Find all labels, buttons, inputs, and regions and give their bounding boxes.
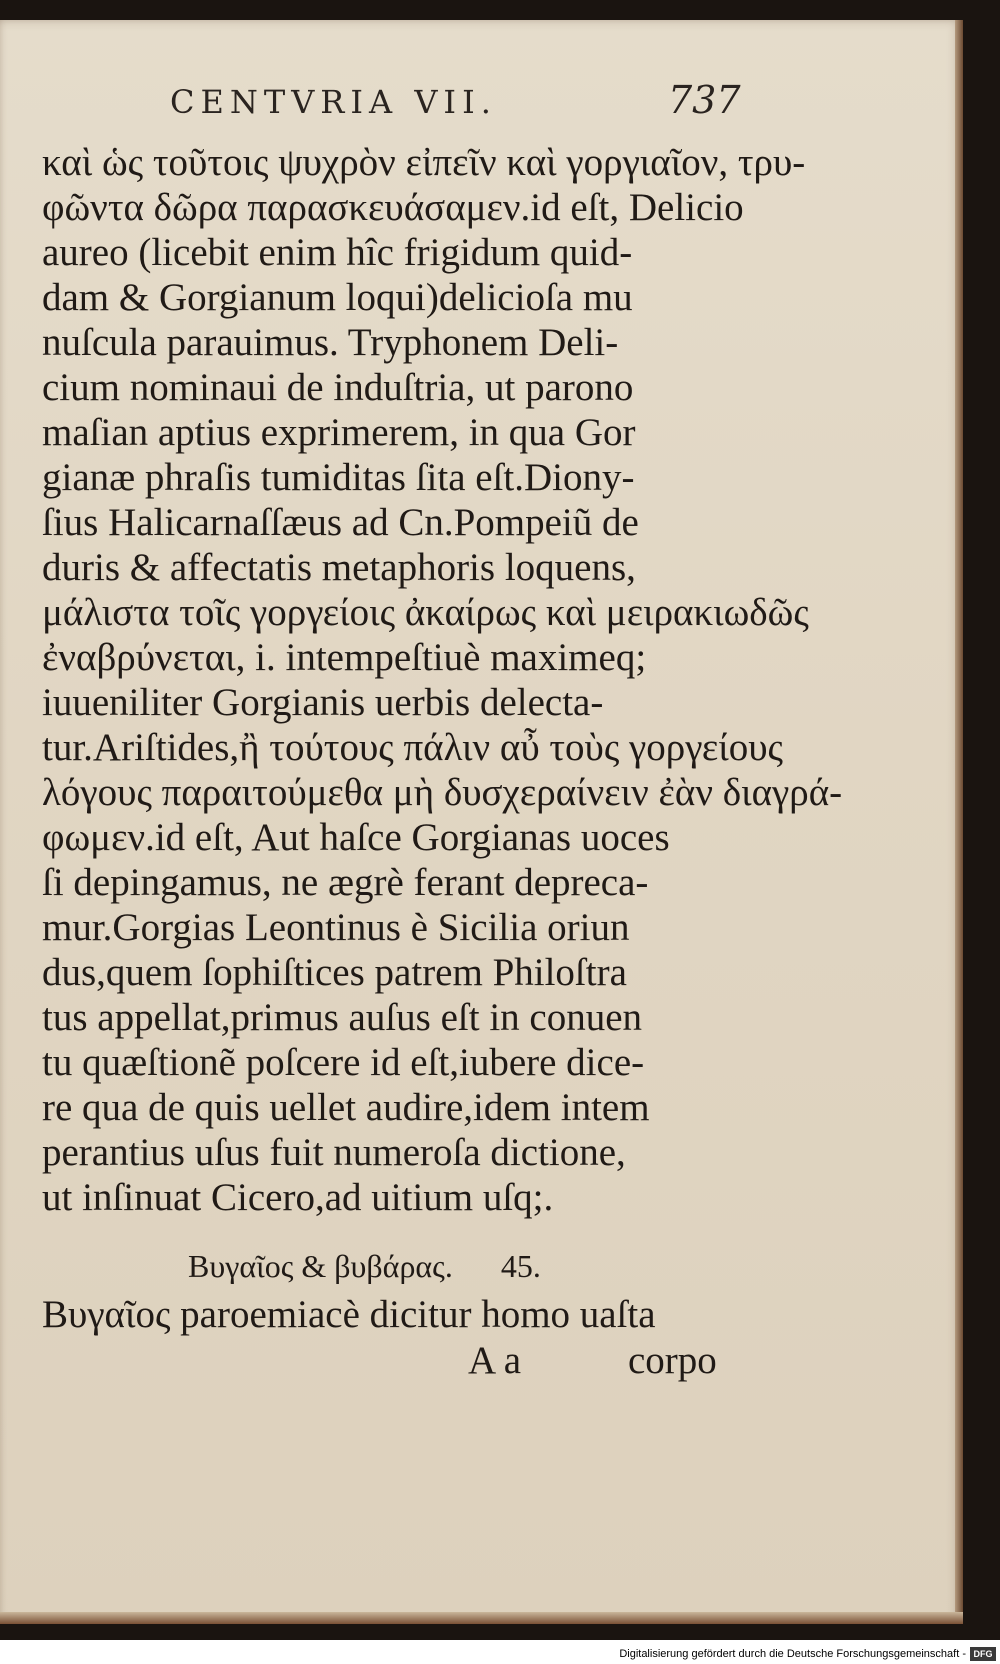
text-line: ſius Halicarnaſſæus ad Cn.Pompeiũ de — [42, 501, 639, 544]
text-line: tur.Ariſtides,ἢ τούτους πάλιν αὖ τοὺς γοργείους — [42, 726, 783, 769]
body-text — [42, 140, 843, 1220]
text-line: mur.Gorgias Leontinus è Sicilia oriun — [42, 906, 630, 949]
text-line: tu quæſtionẽ poſcere id eſt,iubere dice- — [42, 1041, 645, 1084]
adage-number: 45. — [500, 1248, 541, 1284]
text-line: aureo (licebit enim hîc frigidum quid- — [42, 231, 633, 274]
text-line: perantius uſus fuit numeroſa dictione, — [42, 1131, 626, 1174]
text-line: dam & Gorgianum loqui)delicioſa mu — [42, 276, 633, 319]
text-line: cium nominaui de induſtria, ut parono — [42, 366, 634, 409]
text-line: ſi depingamus, ne ægrè ferant depreca- — [42, 861, 649, 904]
text-line: gianæ phraſis tumiditas ſita eſt.Diony- — [42, 456, 635, 499]
catchword: corpo — [628, 1339, 717, 1382]
text-line: ἐναβρύνεται, i. intempeſtiuè maximeq; — [42, 636, 647, 679]
text-line: maſian aptius exprimerem, in qua Gor — [42, 411, 636, 454]
text-line: iuueniliter Gorgianis uerbis delecta- — [42, 681, 604, 724]
adage-heading — [188, 1248, 541, 1285]
text-line: λόγους παραιτούμεθα μὴ δυσχεραίνειν ἐὰν διαγρά- — [42, 771, 843, 814]
text-line-last: Βυγαῖος paroemiacè dicitur homo uaſta — [42, 1293, 656, 1336]
signature-mark: A a — [468, 1339, 522, 1382]
text-line: re qua de quis uellet audire,idem intem — [42, 1086, 650, 1129]
page-edge — [955, 20, 963, 1624]
text-line: καὶ ὡς τοῦτοις ψυχρὸν εἰπεῖν καὶ γοργιαῖον, τρυ- — [42, 141, 806, 184]
dfg-logo: DFG — [970, 1647, 996, 1661]
text-line: nuſcula parauimus. Tryphonem Deli- — [42, 321, 619, 364]
footer-credit-text: Digitalisierung gefördert durch die Deutsche Forschungsgemeinschaft - — [619, 1648, 966, 1660]
running-head: CENTVRIA VII. — [170, 83, 497, 121]
page-bottom-edge — [0, 1612, 963, 1624]
adage-title: Βυγαῖος & βυβάρας. — [188, 1248, 453, 1284]
text-line: tus appellat,primus auſus eſt in conuen — [42, 996, 643, 1039]
text-line: μάλιστα τοῖς γοργείοις ἀκαίρως καὶ μειρακιωδῶς — [42, 591, 809, 634]
page-number: 737 — [668, 78, 741, 122]
text-line: ut inſinuat Cicero,ad uitium uſq;. — [42, 1176, 554, 1219]
text-line: φῶντα δῶρα παρασκευάσαμεν.id eſt, Delicio — [42, 186, 744, 229]
text-line: duris & affectatis metaphoris loquens, — [42, 546, 636, 589]
text-line: φωμεν.id eſt, Aut haſce Gorgianas uoces — [42, 816, 670, 859]
text-line: dus,quem ſophiſtices patrem Philoſtra — [42, 951, 627, 994]
footer-credit-bar — [0, 1644, 1000, 1664]
